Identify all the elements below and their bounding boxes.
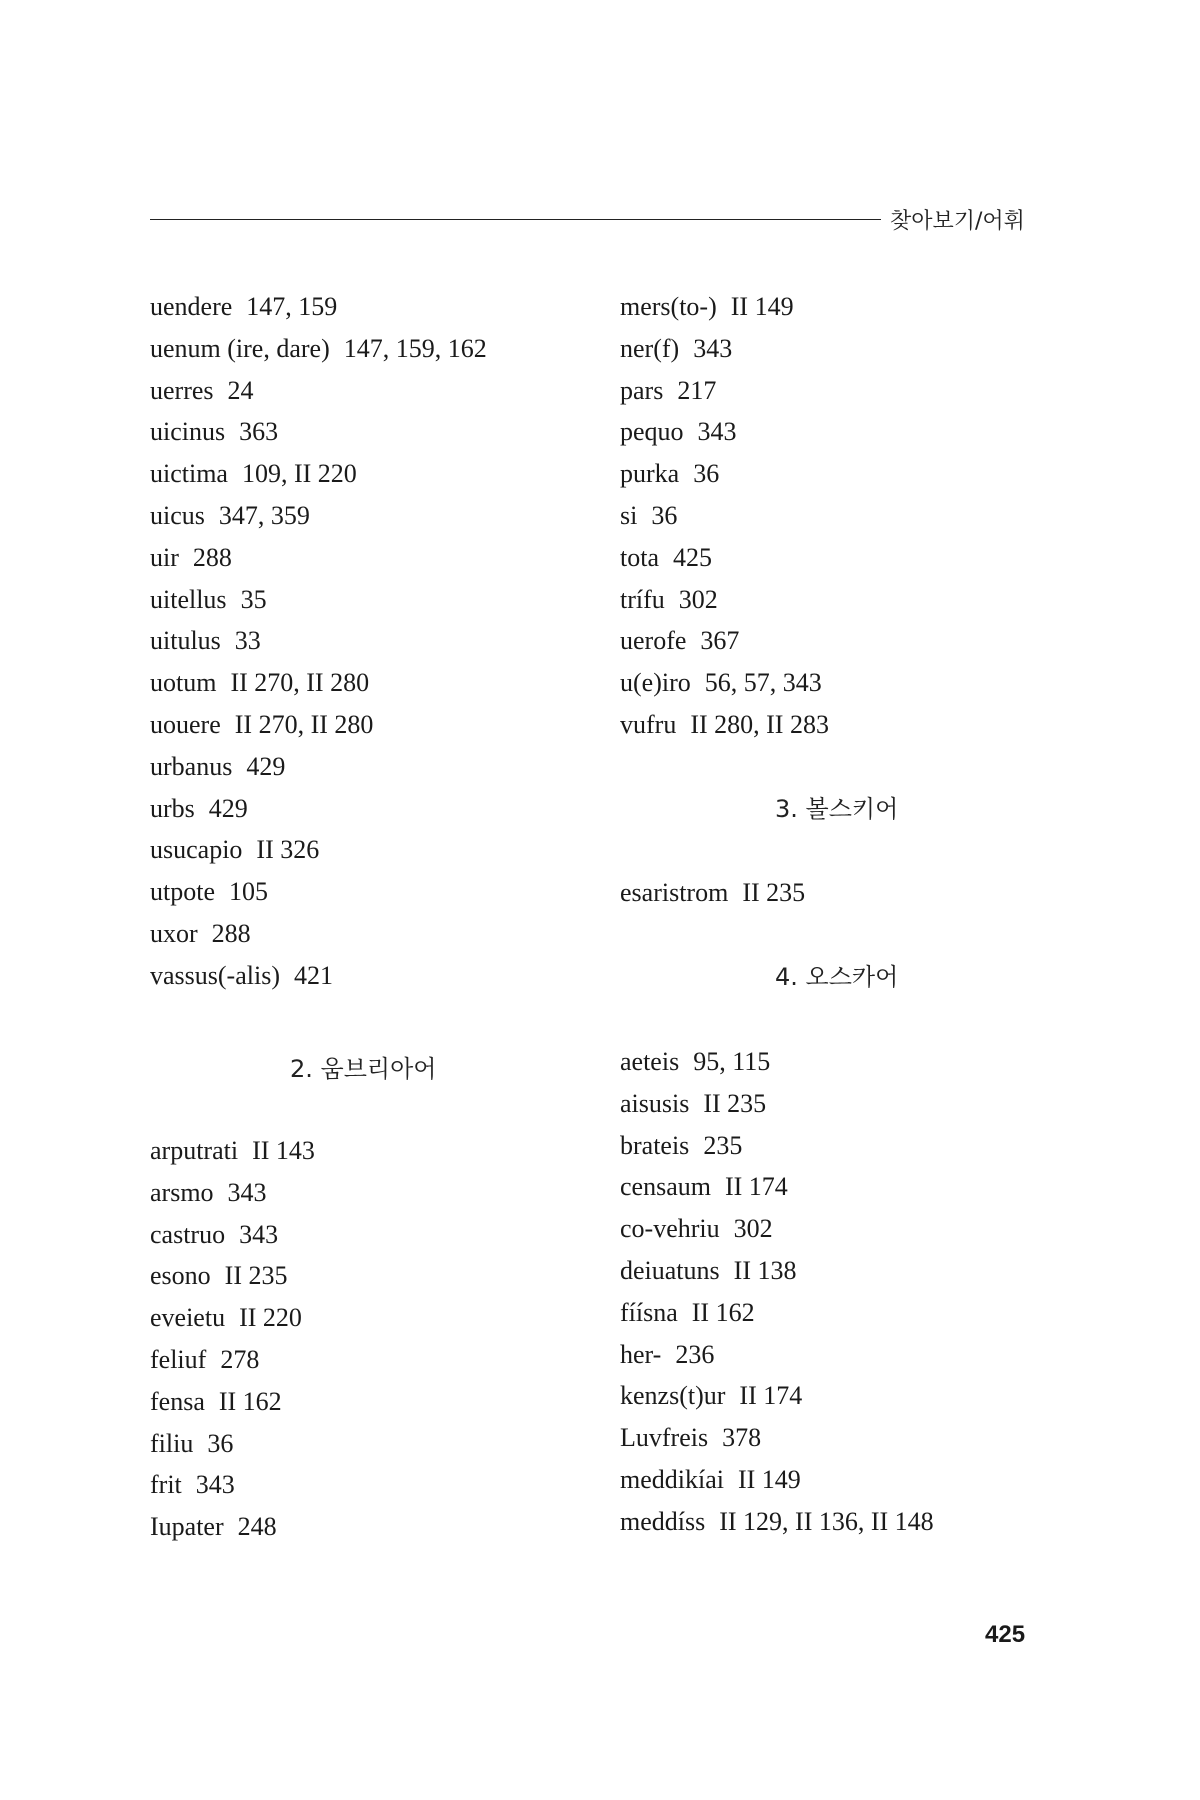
index-term: trífu xyxy=(620,584,665,614)
index-term: esaristrom xyxy=(620,878,729,907)
index-term: mers(to-) xyxy=(620,292,717,321)
index-entry xyxy=(150,794,248,824)
index-entry xyxy=(150,1220,278,1250)
page-references: 109, II 220 xyxy=(241,459,357,489)
index-entry xyxy=(150,501,310,531)
index-entry xyxy=(150,417,278,447)
index-entry xyxy=(620,1131,742,1161)
index-term: co-vehriu xyxy=(620,1214,720,1244)
index-term: eveietu xyxy=(150,1303,226,1333)
page-number: 425 xyxy=(985,1621,1026,1648)
page-references: II 235 xyxy=(742,878,806,907)
index-term: kenzs(t)ur xyxy=(620,1381,726,1411)
page-references: 36 xyxy=(693,459,720,489)
index-term: purka xyxy=(620,459,680,489)
page-references: II 162 xyxy=(218,1386,282,1416)
index-entry xyxy=(620,292,794,322)
index-term: uitulus xyxy=(150,626,221,656)
page-references: II 270, II 280 xyxy=(234,710,374,739)
page-references: II 174 xyxy=(724,1172,788,1202)
page-references: II 138 xyxy=(733,1256,797,1285)
index-term: uir xyxy=(150,542,179,572)
page-references: II 326 xyxy=(256,835,320,865)
page-references: 343 xyxy=(239,1219,279,1249)
index-entry xyxy=(620,543,712,573)
page-references: 425 xyxy=(673,542,712,572)
page-references: II 174 xyxy=(739,1381,803,1411)
index-entry xyxy=(620,459,719,489)
index-entry xyxy=(150,668,369,698)
index-entry xyxy=(150,292,337,322)
page-references: 147, 159, 162 xyxy=(343,333,487,363)
page-references: 343 xyxy=(697,417,737,447)
index-term: censaum xyxy=(620,1172,711,1202)
index-entry xyxy=(620,878,805,908)
index-term: fensa xyxy=(150,1386,205,1416)
index-term: brateis xyxy=(620,1130,690,1160)
page-references: 343 xyxy=(227,1177,267,1207)
index-entry xyxy=(150,752,285,782)
index-term: ner(f) xyxy=(620,333,680,363)
index-entry xyxy=(620,501,677,531)
index-term: frit xyxy=(150,1470,182,1500)
page-references: 347, 359 xyxy=(218,501,310,530)
page-references: 302 xyxy=(733,1214,773,1244)
index-entry xyxy=(150,1136,315,1166)
index-term: fíísna xyxy=(620,1297,678,1327)
page-references: II 129, II 136, II 148 xyxy=(719,1506,934,1536)
page-references: 105 xyxy=(229,877,268,907)
page-references: 363 xyxy=(239,417,279,447)
index-term: vufru xyxy=(620,710,677,739)
index-entry xyxy=(150,543,232,573)
page-references: 429 xyxy=(246,751,286,781)
index-term: usucapio xyxy=(150,835,243,865)
page-references: 217 xyxy=(677,375,717,405)
header-rule xyxy=(150,219,881,220)
index-entry xyxy=(620,710,829,740)
index-entry xyxy=(150,710,373,740)
page-references: 56, 57, 343 xyxy=(704,668,822,698)
index-entry xyxy=(620,1381,802,1411)
index-term: urbs xyxy=(150,793,195,823)
page-references: 429 xyxy=(208,793,248,823)
page-references: II 143 xyxy=(252,1136,315,1165)
index-term: uotum xyxy=(150,668,217,698)
page-references: II 235 xyxy=(224,1261,288,1291)
page-references: II 280, II 283 xyxy=(690,710,829,739)
index-entry xyxy=(620,1256,796,1286)
page-references: 288 xyxy=(192,542,232,572)
page-references: 235 xyxy=(703,1130,743,1160)
index-term: castruo xyxy=(150,1219,226,1249)
index-term: arputrati xyxy=(150,1136,239,1165)
index-entry xyxy=(620,1507,934,1537)
index-entry xyxy=(620,1340,714,1370)
index-term: arsmo xyxy=(150,1177,214,1207)
index-entry xyxy=(150,1512,277,1542)
page-references: 288 xyxy=(211,919,251,948)
index-entry xyxy=(620,1423,761,1453)
page-references: 302 xyxy=(678,584,718,614)
index-entry xyxy=(620,334,732,364)
section-heading-volscian: 3. 볼스키어 xyxy=(775,795,899,823)
page-references: II 149 xyxy=(737,1465,801,1494)
index-term: u(e)iro xyxy=(620,668,691,698)
page-references: II 162 xyxy=(691,1297,755,1327)
index-term: meddíss xyxy=(620,1506,706,1536)
section-heading-umbrian: 2. 움브리아어 xyxy=(290,1055,437,1083)
index-entry xyxy=(150,626,261,656)
index-entry xyxy=(150,877,268,907)
page-references: 24 xyxy=(227,375,254,405)
index-entry xyxy=(150,459,357,489)
page-references: 343 xyxy=(195,1470,235,1500)
index-term: si xyxy=(620,501,638,530)
index-entry xyxy=(150,1303,302,1333)
index-term: uicinus xyxy=(150,417,226,447)
index-entry xyxy=(620,1214,773,1244)
page-references: II 270, II 280 xyxy=(230,668,370,698)
index-entry xyxy=(150,1470,235,1500)
page-references: 236 xyxy=(675,1339,715,1369)
index-entry xyxy=(150,1345,259,1375)
page-references: 367 xyxy=(700,626,740,656)
page-references: II 220 xyxy=(239,1303,302,1333)
page-references: 278 xyxy=(220,1345,260,1374)
index-term: uitellus xyxy=(150,584,227,614)
index-entry xyxy=(620,626,739,656)
running-header: 찾아보기/어휘 xyxy=(890,209,1025,234)
index-term: tota xyxy=(620,542,659,572)
page-references: 36 xyxy=(207,1428,234,1458)
index-term: filiu xyxy=(150,1428,194,1458)
index-term: pars xyxy=(620,375,664,405)
index-term: meddikíai xyxy=(620,1465,724,1494)
page-references: II 149 xyxy=(730,292,794,321)
index-entry xyxy=(150,919,251,949)
page-references: 35 xyxy=(240,584,267,614)
index-term: esono xyxy=(150,1261,211,1291)
section-heading-oscan: 4. 오스카어 xyxy=(775,963,899,991)
index-entry xyxy=(620,1172,788,1202)
index-term: uicus xyxy=(150,501,205,530)
index-term: aeteis xyxy=(620,1047,680,1076)
index-term: urbanus xyxy=(150,751,233,781)
index-term: pequo xyxy=(620,417,684,447)
page-references: 95, 115 xyxy=(693,1047,771,1076)
index-term: uenum (ire, dare) xyxy=(150,333,330,363)
page-references: 33 xyxy=(234,626,261,656)
index-term: vassus(-alis) xyxy=(150,960,280,990)
index-entry xyxy=(150,835,319,865)
page-references: 147, 159 xyxy=(246,292,338,321)
index-entry xyxy=(620,585,718,615)
page-references: 36 xyxy=(651,501,678,530)
index-term: feliuf xyxy=(150,1345,207,1374)
index-entry xyxy=(620,1089,766,1119)
index-term: uerofe xyxy=(620,626,687,656)
index-entry xyxy=(150,1387,282,1417)
index-term: Iupater xyxy=(150,1512,224,1542)
index-entry xyxy=(620,417,737,447)
page-references: 421 xyxy=(293,960,333,990)
index-term: her- xyxy=(620,1339,662,1369)
index-entry xyxy=(620,1298,755,1328)
index-term: uxor xyxy=(150,919,198,948)
index-entry xyxy=(620,668,822,698)
index-entry xyxy=(150,961,333,991)
index-entry xyxy=(620,376,716,406)
index-entry xyxy=(150,1178,267,1208)
index-term: uerres xyxy=(150,375,214,405)
index-entry xyxy=(620,1047,770,1077)
page-references: II 235 xyxy=(703,1088,767,1118)
page-references: 378 xyxy=(722,1423,762,1453)
index-entry xyxy=(620,1465,801,1495)
index-entry xyxy=(150,1261,288,1291)
index-entry xyxy=(150,1429,233,1459)
page-references: 248 xyxy=(237,1512,277,1542)
index-entry xyxy=(150,334,487,364)
index-term: utpote xyxy=(150,877,215,907)
index-term: uendere xyxy=(150,292,233,321)
index-term: uouere xyxy=(150,710,221,739)
index-term: deiuatuns xyxy=(620,1256,720,1285)
index-term: aisusis xyxy=(620,1088,690,1118)
page-references: 343 xyxy=(693,333,733,363)
index-entry xyxy=(150,376,254,406)
index-entry xyxy=(150,585,267,615)
index-term: uictima xyxy=(150,459,228,489)
index-term: Luvfreis xyxy=(620,1423,709,1453)
